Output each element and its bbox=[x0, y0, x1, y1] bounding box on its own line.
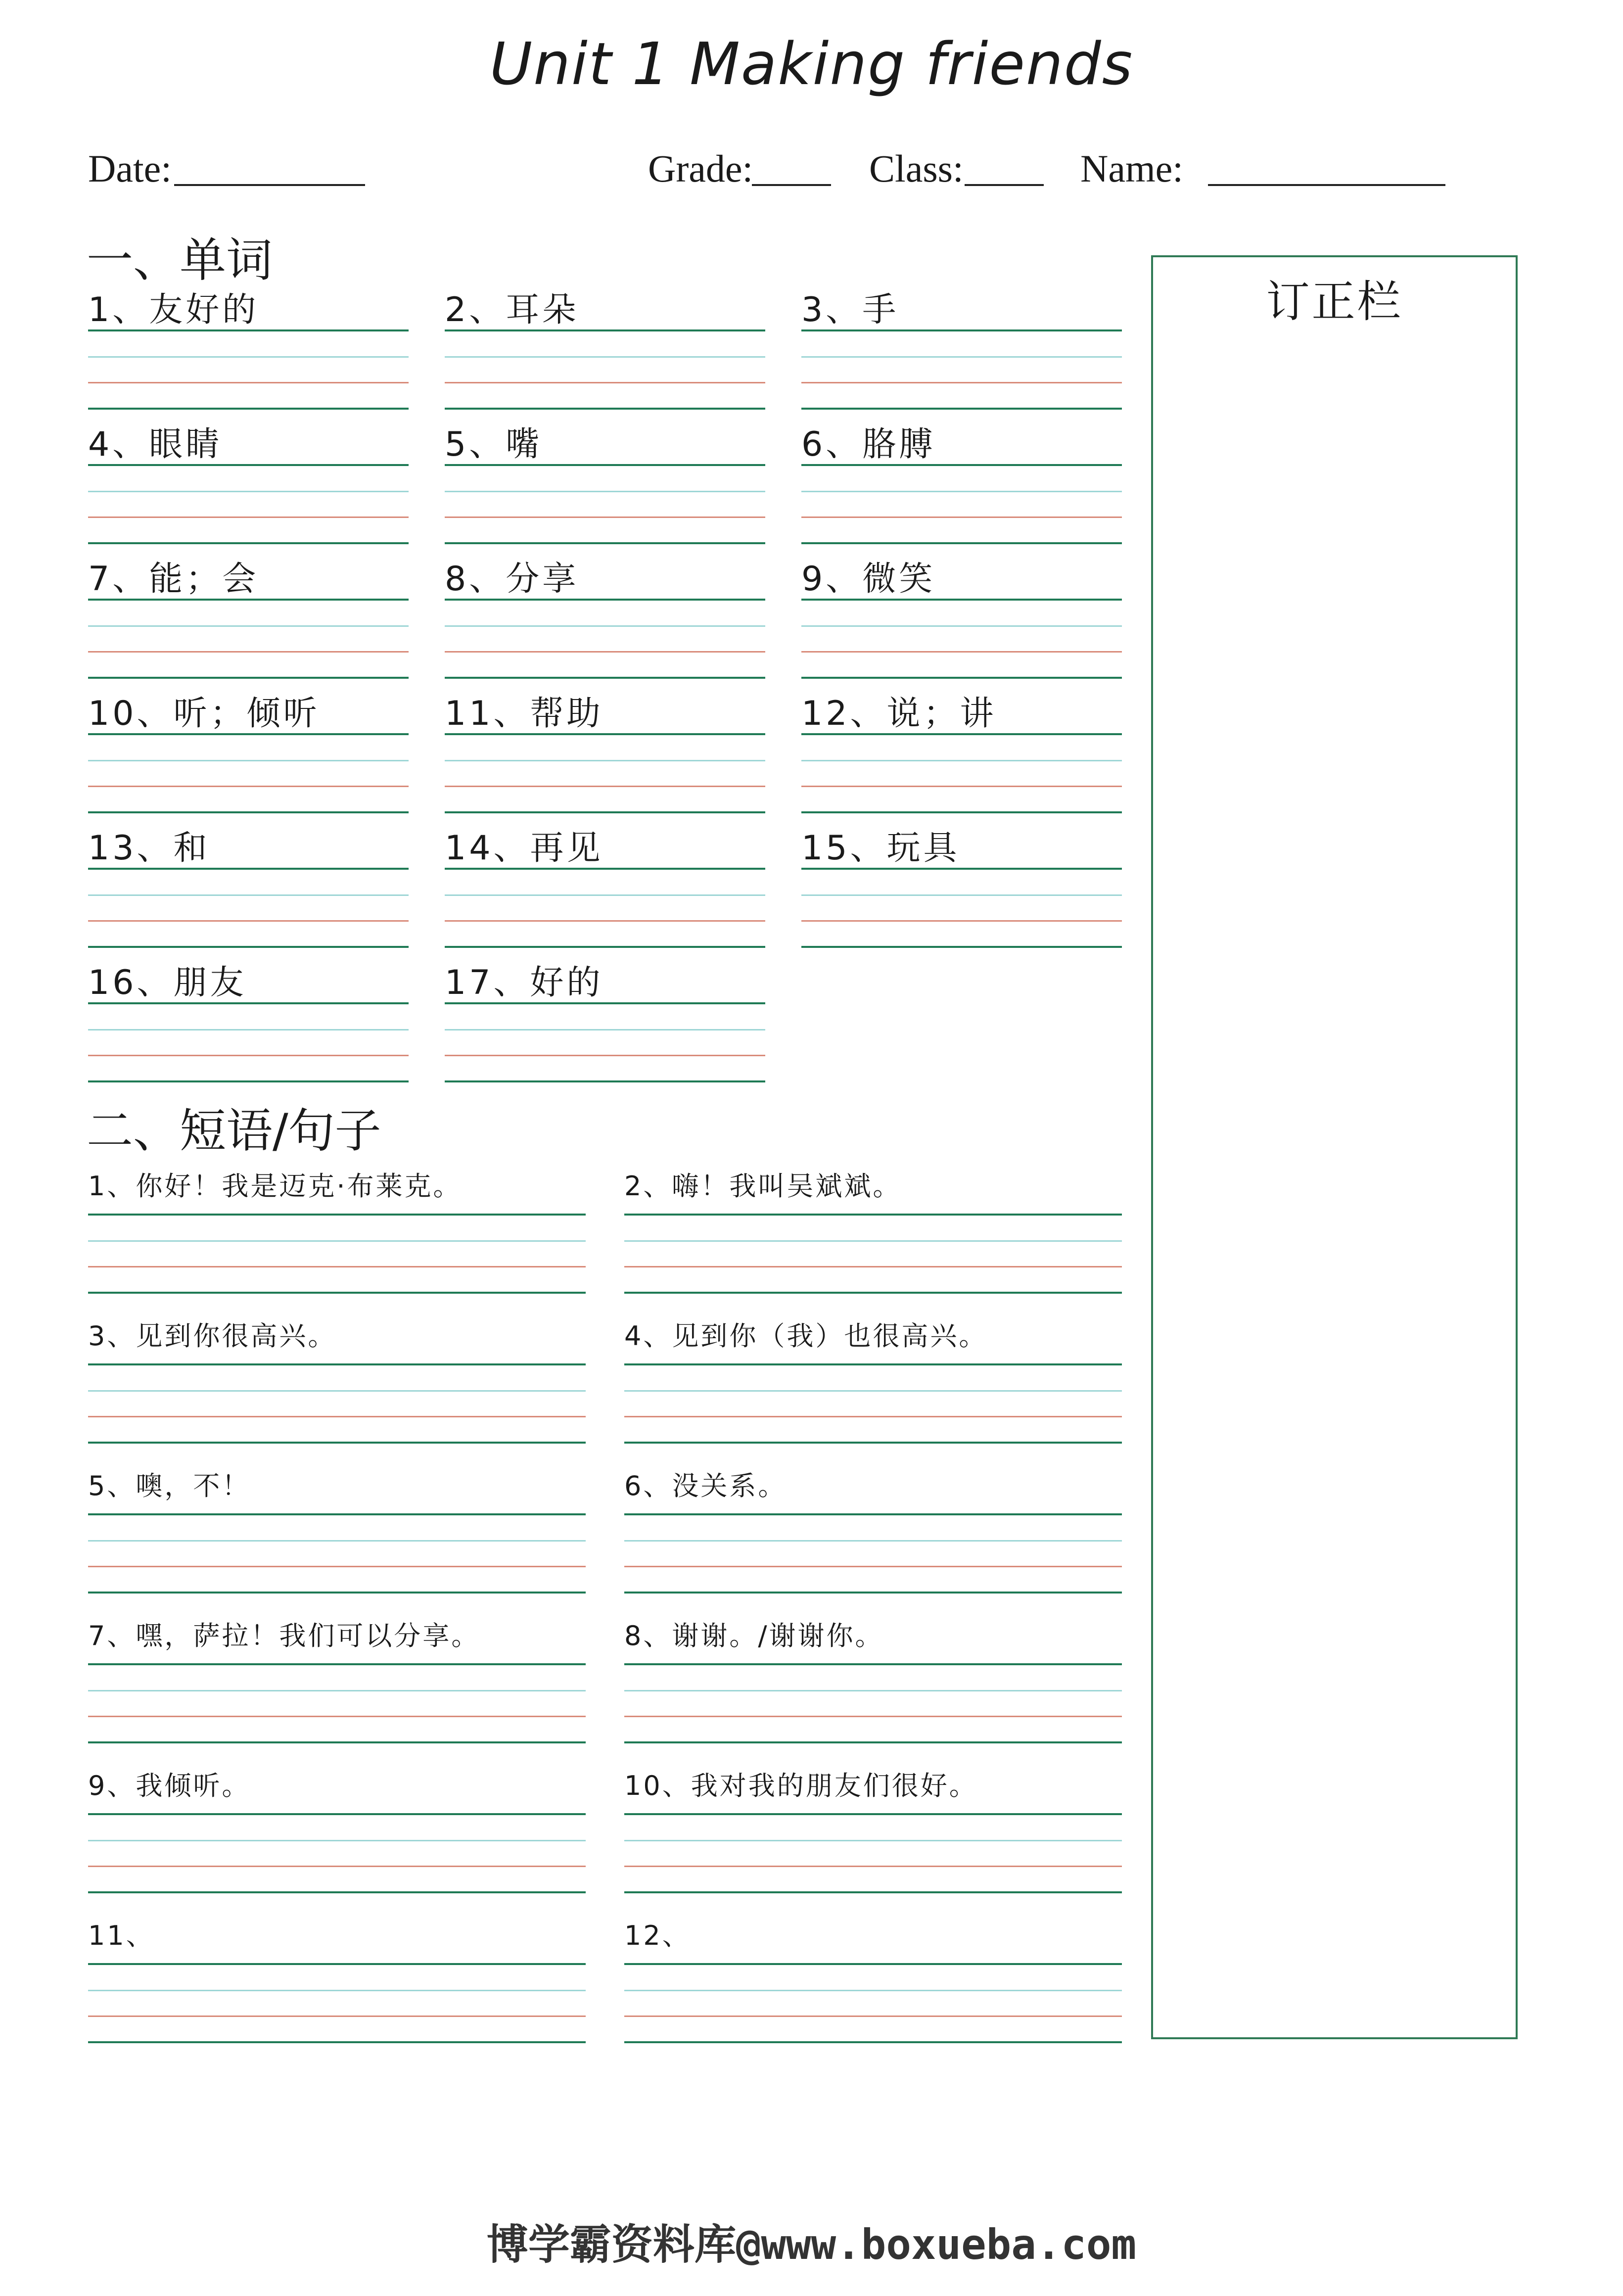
phrase-label: 9、我倾听。 bbox=[88, 1770, 251, 1801]
date-field[interactable] bbox=[174, 184, 365, 186]
writing-line bbox=[624, 1663, 1122, 1665]
phrase-label: 12、 bbox=[624, 1920, 691, 1951]
section2-heading: 二、短语/句子 bbox=[87, 1104, 381, 1158]
writing-line bbox=[445, 651, 765, 653]
writing-line bbox=[624, 1442, 1122, 1444]
writing-line bbox=[624, 1540, 1122, 1542]
writing-line bbox=[445, 677, 765, 679]
writing-line bbox=[88, 1214, 586, 1216]
writing-line bbox=[88, 329, 409, 331]
vocab-label: 1、友好的 bbox=[88, 290, 259, 329]
writing-line bbox=[88, 677, 409, 679]
writing-line bbox=[624, 1363, 1122, 1365]
writing-line bbox=[801, 382, 1122, 383]
vocab-label: 5、嘴 bbox=[445, 425, 543, 464]
correction-box[interactable] bbox=[1151, 255, 1518, 2039]
writing-line bbox=[88, 625, 409, 627]
writing-line bbox=[801, 920, 1122, 922]
phrase-label: 2、嗨！我叫吴斌斌。 bbox=[624, 1171, 902, 1202]
writing-line bbox=[88, 356, 409, 358]
phrase-label: 4、见到你（我）也很高兴。 bbox=[624, 1320, 988, 1352]
writing-line bbox=[624, 1716, 1122, 1717]
writing-line bbox=[801, 946, 1122, 948]
writing-line bbox=[624, 1292, 1122, 1294]
writing-line bbox=[801, 329, 1122, 331]
writing-line bbox=[88, 1592, 586, 1593]
vocab-label: 15、玩具 bbox=[801, 829, 960, 868]
writing-line bbox=[801, 760, 1122, 761]
writing-line bbox=[801, 408, 1122, 410]
writing-line bbox=[624, 1866, 1122, 1867]
writing-line bbox=[445, 946, 765, 948]
writing-line bbox=[445, 599, 765, 601]
phrase-label: 8、谢谢。/谢谢你。 bbox=[624, 1620, 884, 1651]
vocab-label: 7、能；会 bbox=[88, 560, 259, 599]
writing-line bbox=[624, 1813, 1122, 1815]
writing-line bbox=[624, 1592, 1122, 1593]
writing-line bbox=[88, 1266, 586, 1267]
writing-line bbox=[445, 1080, 765, 1082]
grade-label: Grade: bbox=[648, 147, 753, 190]
writing-line bbox=[88, 1513, 586, 1515]
writing-line bbox=[624, 1963, 1122, 1965]
writing-line bbox=[801, 464, 1122, 466]
writing-line bbox=[801, 625, 1122, 627]
writing-line bbox=[88, 1002, 409, 1004]
writing-line bbox=[624, 1513, 1122, 1515]
writing-line bbox=[88, 1866, 586, 1867]
writing-line bbox=[88, 811, 409, 813]
writing-line bbox=[88, 1840, 586, 1841]
vocab-label: 4、眼睛 bbox=[88, 425, 223, 464]
writing-line bbox=[88, 408, 409, 410]
writing-line bbox=[88, 599, 409, 601]
vocab-label: 2、耳朵 bbox=[445, 290, 579, 329]
phrase-label: 3、见到你很高兴。 bbox=[88, 1320, 337, 1352]
writing-line bbox=[88, 1540, 586, 1542]
phrase-label: 7、嘿，萨拉！我们可以分享。 bbox=[88, 1620, 480, 1651]
worksheet-title: Unit 1 Making friends bbox=[489, 30, 1134, 98]
vocab-label: 3、手 bbox=[801, 290, 899, 329]
writing-line bbox=[624, 1266, 1122, 1267]
vocab-label: 10、听；倾听 bbox=[88, 694, 320, 733]
phrase-label: 5、噢，不！ bbox=[88, 1470, 251, 1501]
writing-line bbox=[801, 491, 1122, 492]
writing-line bbox=[445, 329, 765, 331]
writing-line bbox=[624, 1990, 1122, 1991]
writing-line bbox=[88, 2015, 586, 2017]
phrase-label: 11、 bbox=[88, 1920, 155, 1951]
writing-line bbox=[624, 1416, 1122, 1417]
phrase-label: 6、没关系。 bbox=[624, 1470, 787, 1501]
writing-line bbox=[88, 651, 409, 653]
name-field[interactable] bbox=[1208, 184, 1445, 186]
writing-line bbox=[624, 1891, 1122, 1893]
grade-field[interactable] bbox=[752, 184, 831, 186]
writing-line bbox=[88, 1716, 586, 1717]
writing-line bbox=[445, 625, 765, 627]
vocab-label: 11、帮助 bbox=[445, 694, 603, 733]
writing-line bbox=[88, 382, 409, 383]
writing-line bbox=[624, 1390, 1122, 1392]
vocab-label: 14、再见 bbox=[445, 829, 603, 868]
writing-line bbox=[445, 760, 765, 761]
writing-line bbox=[445, 1055, 765, 1056]
writing-line bbox=[88, 2041, 586, 2043]
date-label: Date: bbox=[88, 147, 172, 190]
writing-line bbox=[624, 1741, 1122, 1743]
writing-line bbox=[88, 1416, 586, 1417]
writing-line bbox=[88, 491, 409, 492]
watermark bbox=[0, 2211, 1623, 2271]
writing-line bbox=[88, 868, 409, 870]
writing-line bbox=[88, 1813, 586, 1815]
writing-line bbox=[801, 599, 1122, 601]
writing-line bbox=[88, 1741, 586, 1743]
writing-line bbox=[624, 2041, 1122, 2043]
section1-heading: 一、单词 bbox=[87, 234, 273, 287]
writing-line bbox=[624, 2015, 1122, 2017]
writing-line bbox=[445, 382, 765, 383]
writing-line bbox=[445, 1029, 765, 1031]
writing-line bbox=[445, 356, 765, 358]
writing-line bbox=[801, 651, 1122, 653]
correction-title: 订正栏 bbox=[1266, 276, 1403, 327]
writing-line bbox=[801, 542, 1122, 544]
writing-line bbox=[445, 464, 765, 466]
writing-line bbox=[88, 733, 409, 735]
vocab-label: 13、和 bbox=[88, 829, 210, 868]
writing-line bbox=[624, 1214, 1122, 1216]
writing-line bbox=[88, 1390, 586, 1392]
writing-line bbox=[445, 786, 765, 787]
writing-line bbox=[801, 811, 1122, 813]
writing-line bbox=[801, 516, 1122, 518]
writing-line bbox=[624, 1840, 1122, 1841]
writing-line bbox=[88, 1663, 586, 1665]
writing-line bbox=[88, 894, 409, 896]
writing-line bbox=[624, 1690, 1122, 1691]
writing-line bbox=[88, 1566, 586, 1567]
writing-line bbox=[88, 1029, 409, 1031]
phrase-label: 10、我对我的朋友们很好。 bbox=[624, 1770, 978, 1801]
writing-line bbox=[801, 733, 1122, 735]
writing-line bbox=[88, 1442, 586, 1444]
writing-line bbox=[88, 1963, 586, 1965]
vocab-label: 17、好的 bbox=[445, 963, 603, 1002]
writing-line bbox=[445, 542, 765, 544]
watermark-cn: 博学霸资料库@ bbox=[486, 2220, 761, 2269]
writing-line bbox=[88, 760, 409, 761]
writing-line bbox=[801, 786, 1122, 787]
class-label: Class: bbox=[869, 147, 964, 190]
vocab-label: 8、分享 bbox=[445, 560, 579, 599]
writing-line bbox=[445, 733, 765, 735]
writing-line bbox=[88, 1690, 586, 1691]
phrase-label: 1、你好！我是迈克·布莱克。 bbox=[88, 1171, 462, 1202]
writing-line bbox=[88, 1240, 586, 1242]
vocab-label: 6、胳膊 bbox=[801, 425, 936, 464]
writing-line bbox=[624, 1240, 1122, 1242]
writing-line bbox=[88, 516, 409, 518]
name-label: Name: bbox=[1080, 147, 1183, 190]
writing-line bbox=[445, 920, 765, 922]
writing-line bbox=[445, 408, 765, 410]
writing-line bbox=[624, 1566, 1122, 1567]
writing-line bbox=[445, 491, 765, 492]
writing-line bbox=[88, 542, 409, 544]
writing-line bbox=[445, 1002, 765, 1004]
writing-line bbox=[88, 1363, 586, 1365]
vocab-label: 12、说；讲 bbox=[801, 694, 997, 733]
writing-line bbox=[88, 786, 409, 787]
writing-line bbox=[88, 1292, 586, 1294]
writing-line bbox=[88, 1891, 586, 1893]
class-field[interactable] bbox=[965, 184, 1044, 186]
writing-line bbox=[801, 894, 1122, 896]
writing-line bbox=[801, 868, 1122, 870]
writing-line bbox=[445, 894, 765, 896]
watermark-url: www.boxueba.com bbox=[761, 2220, 1137, 2269]
writing-line bbox=[801, 356, 1122, 358]
writing-line bbox=[88, 1990, 586, 1991]
vocab-label: 16、朋友 bbox=[88, 963, 247, 1002]
vocab-label: 9、微笑 bbox=[801, 560, 936, 599]
writing-line bbox=[88, 464, 409, 466]
writing-line bbox=[88, 1055, 409, 1056]
writing-line bbox=[445, 516, 765, 518]
writing-line bbox=[88, 920, 409, 922]
writing-line bbox=[801, 677, 1122, 679]
writing-line bbox=[88, 1080, 409, 1082]
writing-line bbox=[445, 868, 765, 870]
writing-line bbox=[445, 811, 765, 813]
writing-line bbox=[88, 946, 409, 948]
